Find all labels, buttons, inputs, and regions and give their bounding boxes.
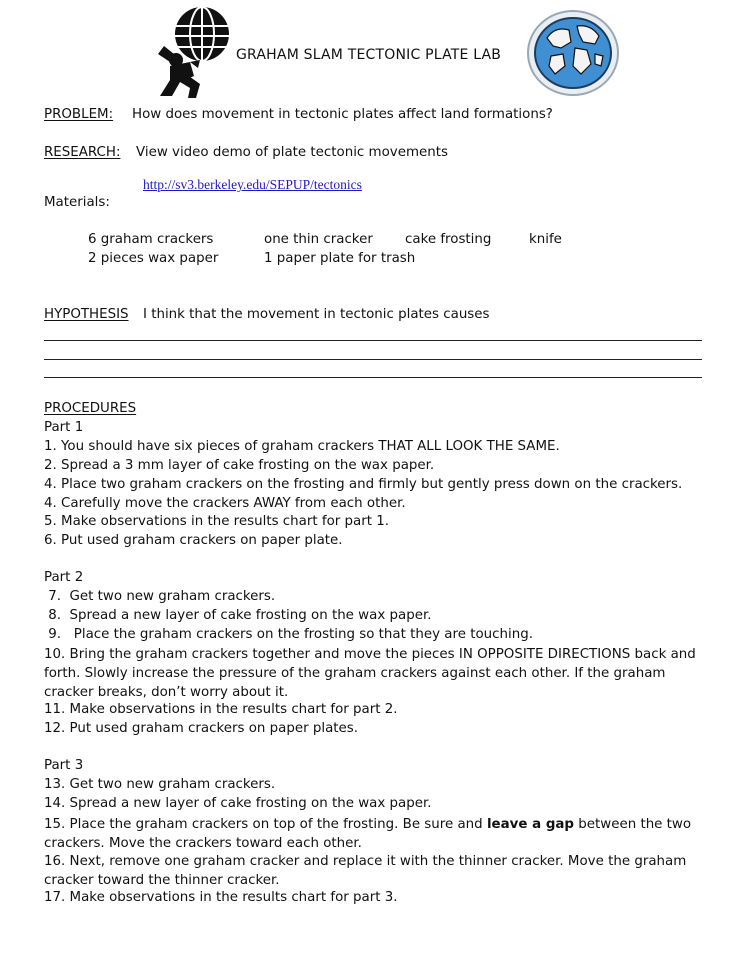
- procedure-step: 6. Put used graham crackers on paper plate.: [44, 533, 343, 548]
- procedure-step: 5. Make observations in the results chart for part 1.: [44, 514, 390, 529]
- procedure-step: 10. Bring the graham crackers together and move the pieces IN OPPOSITE DIRECTIONS back and forth. Slowly increase the pressure of the graham crackers against each other. If the graham cracker breaks, don’t worry about it.: [44, 647, 696, 700]
- research-label: RESEARCH:: [44, 145, 121, 160]
- hypothesis-text: I think that the movement in tectonic plates causes: [143, 307, 490, 322]
- procedure-step: [44, 815, 712, 853]
- step-15-text-c: between the two crackers. Move the crackers toward each other.: [44, 817, 692, 851]
- procedure-step: 16. Next, remove one graham cracker and replace it with the thinner cracker. Move the graham cracker toward the thinner cracker.: [44, 854, 687, 888]
- atlas-globe-icon: [150, 4, 236, 100]
- part-title: Part 1: [44, 420, 84, 435]
- procedure-step: 13. Get two new graham crackers.: [44, 777, 276, 792]
- material-item: 2 pieces wax paper: [88, 251, 219, 266]
- research-text: View video demo of plate tectonic movements: [136, 145, 448, 160]
- problem-text: How does movement in tectonic plates affect land formations?: [132, 107, 553, 122]
- part-title: Part 3: [44, 758, 84, 773]
- answer-line: [44, 359, 702, 360]
- answer-line: [44, 377, 702, 378]
- part-title: Part 2: [44, 570, 84, 585]
- research-link[interactable]: http://sv3.berkeley.edu/SEPUP/tectonics: [143, 177, 362, 192]
- procedure-step: 4. Place two graham crackers on the frosting and firmly but gently press down on the crackers.: [44, 477, 683, 492]
- procedure-step: 17. Make observations in the results chart for part 3.: [44, 890, 398, 905]
- procedure-step: 9. Place the graham crackers on the frosting so that they are touching.: [44, 627, 533, 642]
- material-item: 1 paper plate for trash: [264, 251, 416, 266]
- procedure-step: 2. Spread a 3 mm layer of cake frosting on the wax paper.: [44, 458, 435, 473]
- procedure-step: 1. You should have six pieces of graham crackers THAT ALL LOOK THE SAME.: [44, 439, 560, 454]
- materials-label: Materials:: [44, 195, 110, 210]
- material-item: knife: [529, 232, 562, 247]
- step-15-emphasis: leave a gap: [486, 817, 575, 832]
- procedure-step: 12. Put used graham crackers on paper plates.: [44, 721, 359, 736]
- hypothesis-label: HYPOTHESIS: [44, 307, 129, 322]
- page-title: GRAHAM SLAM TECTONIC PLATE LAB: [236, 47, 502, 63]
- procedure-step: 14. Spread a new layer of cake frosting on the wax paper.: [44, 796, 432, 811]
- procedure-step: 7. Get two new graham crackers.: [44, 589, 276, 604]
- procedure-step: 8. Spread a new layer of cake frosting on the wax paper.: [44, 608, 432, 623]
- procedure-step: 4. Carefully move the crackers AWAY from each other.: [44, 496, 406, 511]
- procedures-heading: PROCEDURES: [44, 401, 137, 416]
- step-15-text-a: 15. Place the graham crackers on top of the frosting. Be sure and: [44, 817, 487, 832]
- material-item: one thin cracker: [264, 232, 373, 247]
- material-item: 6 graham crackers: [88, 232, 214, 247]
- world-map-seal-icon: [525, 8, 621, 98]
- problem-label: PROBLEM:: [44, 107, 114, 122]
- material-item: cake frosting: [405, 232, 492, 247]
- procedure-step: 11. Make observations in the results chart for part 2.: [44, 702, 398, 717]
- answer-line: [44, 340, 702, 341]
